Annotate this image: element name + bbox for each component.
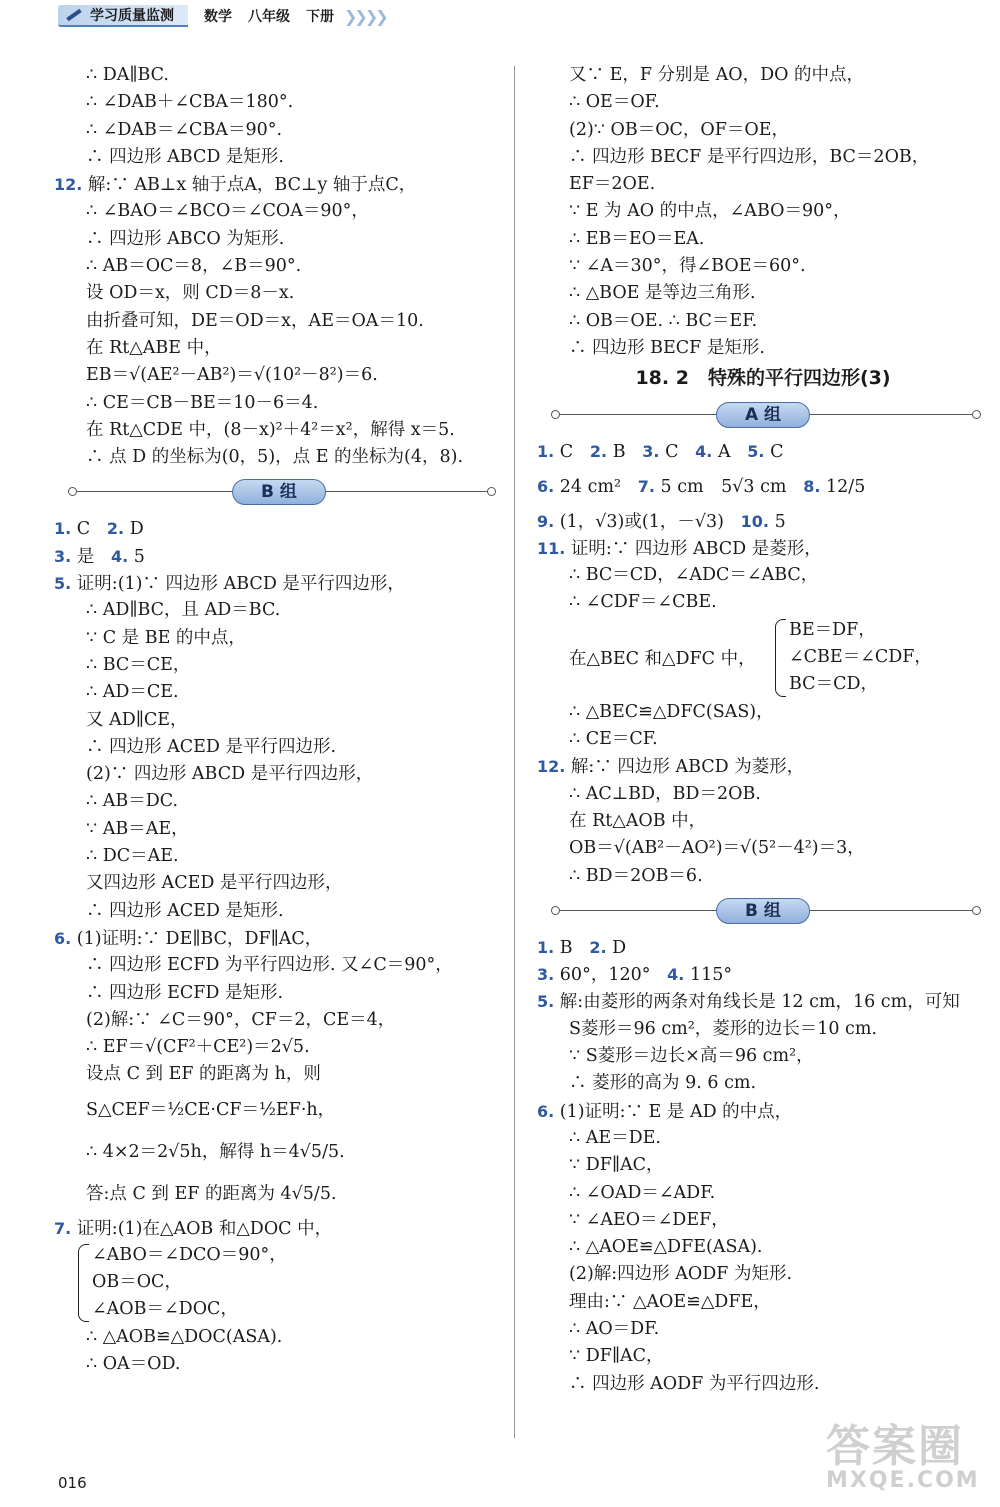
solution-line: ∴ BD＝2OB＝6.	[569, 865, 703, 886]
group-label: A 组	[716, 402, 810, 428]
solution-line: ∵ C 是 BE 的中点，	[86, 627, 246, 648]
watermark-text: 答案圈	[826, 1421, 964, 1472]
solution-line: ∴ CE＝CF.	[569, 729, 658, 750]
condition: ∠CBE＝∠CDF，	[789, 646, 932, 667]
question-number: 3.	[642, 442, 660, 462]
question-number: 5.	[537, 992, 555, 1012]
solution-line: ∴ 点 D 的坐标为(0，5)，点 E 的坐标为(4，8).	[86, 447, 464, 468]
book-title-tab	[58, 5, 188, 27]
solution-line: ∴ ∠DAB＋∠CBA＝180°.	[86, 92, 294, 113]
question-number: 3.	[537, 965, 555, 985]
volume-label: 下册	[306, 9, 334, 25]
column-divider	[514, 66, 515, 1438]
solution-line: ∴ ∠CDF＝∠CBE.	[569, 592, 717, 613]
question-number: 2.	[106, 519, 125, 539]
question-number: 4.	[695, 442, 713, 462]
answer-row	[537, 466, 989, 508]
solution-line: (1)证明:∵ DE∥BC，DF∥AC，	[76, 928, 323, 949]
solution-line: 又∵ E，F 分别是 AO，DO 的中点，	[569, 65, 865, 85]
solution-line: ∴ △AOB≌△DOC(ASA).	[86, 1326, 283, 1347]
answer: 12/5	[826, 476, 866, 497]
question-12-header	[537, 753, 989, 780]
question-number: 7.	[637, 476, 655, 496]
question-6-header	[54, 925, 504, 952]
answer-row	[54, 543, 504, 570]
solution-line: ∴ OA＝OD.	[86, 1354, 181, 1375]
left-brace	[775, 619, 786, 697]
answer: C	[76, 519, 91, 540]
banner-dot	[68, 487, 77, 496]
chevrons-icon: ❯❯❯❯	[344, 6, 386, 26]
solution-line: ∴ AB＝DC.	[86, 791, 179, 812]
solution-line: ∴ ∠BAO＝∠BCO＝∠COA＝90°，	[86, 201, 369, 222]
answer: D	[612, 937, 627, 958]
brace-lead: 在△BEC 和△DFC 中，	[569, 648, 756, 669]
solution-line: ∴ △AOE≌△DFE(ASA).	[569, 1237, 763, 1258]
answer: 24 cm²	[559, 476, 622, 497]
answer-row	[537, 438, 989, 465]
solution-line: ∴ 四边形 ECFD 为平行四边形. 又∠C＝90°，	[86, 955, 453, 976]
solution-line: (2)∵ OB＝OC，OF＝OE，	[569, 119, 790, 140]
question-number: 12.	[537, 757, 566, 777]
answer-row	[54, 515, 504, 542]
solution-line: ∴ ∠DAB＝∠CBA＝90°.	[86, 119, 283, 140]
solution-line: ∴ △BEC≌△DFC(SAS)，	[569, 701, 774, 722]
answer-row	[537, 934, 989, 961]
question-number: 3.	[54, 546, 72, 566]
question-11-header	[537, 535, 989, 562]
question-number: 1.	[537, 937, 555, 957]
condition: ∠ABO＝∠DCO＝90°，	[92, 1244, 287, 1265]
solution-line: ∴ AD＝CE.	[86, 682, 179, 703]
question-number: 1.	[537, 442, 555, 462]
solution-line: ∵ DF∥AC，	[569, 1346, 664, 1367]
solution-line: ∴ 四边形 ACED 是矩形.	[86, 900, 284, 921]
question-number: 8.	[803, 476, 821, 496]
question-number: 1.	[54, 519, 72, 539]
solution-line: 在 Rt△AOB 中，	[569, 810, 707, 831]
solution-line: ∴ DC＝AE.	[86, 846, 179, 867]
solution-line: ∴ CE＝CB－BE＝10－6＝4.	[86, 392, 319, 413]
pen-icon	[66, 9, 81, 21]
section-title: 18. 2 特殊的平行四边形(3)	[635, 367, 891, 390]
solution-line: ∴ BC＝CD，∠ADC＝∠ABC，	[569, 565, 819, 586]
solution-line: ∴ OB＝OE. ∴ BC＝EF.	[569, 310, 758, 331]
solution-line: 又 AD∥CE，	[86, 709, 188, 730]
solution-line: 又四边形 ACED 是平行四边形，	[86, 873, 343, 894]
solution-line: ∵ S菱形＝边长×高＝96 cm²，	[569, 1046, 814, 1067]
answer: C	[559, 442, 574, 463]
banner-dot	[972, 410, 981, 419]
solution-line: (2)解:∵ ∠C＝90°，CF＝2，CE＝4，	[86, 1009, 396, 1030]
question-number: 10.	[740, 511, 769, 531]
question-number: 4.	[111, 546, 129, 566]
question-number: 6.	[537, 476, 555, 496]
question-number: 7.	[54, 1218, 72, 1238]
solution-line: (2)解:四边形 AODF 为矩形.	[569, 1264, 793, 1285]
group-label: B 组	[716, 898, 810, 924]
group-a-banner	[537, 394, 989, 438]
answer: (1，√3)或(1，－√3)	[559, 511, 724, 532]
solution-line: 解:由菱形的两条对角线长是 12 cm，16 cm，可知	[559, 992, 960, 1013]
condition: OB＝OC，	[92, 1271, 182, 1292]
question-number: 6.	[54, 928, 72, 948]
solution-line: ∴ EB＝EO＝EA.	[569, 228, 705, 249]
page-header	[58, 4, 386, 28]
solution-line: ∴ 四边形 BECF 是平行四边形，BC＝2OB，	[569, 146, 930, 167]
solution-line: ∴ 四边形 ECFD 是矩形.	[86, 982, 284, 1003]
solution-line: ∴ AC⊥BD，BD＝2OB.	[569, 783, 761, 804]
solution-line: ∴ ∠OAD＝∠ADF.	[569, 1182, 716, 1203]
solution-line: ∴ 四边形 ABCD 是矩形.	[86, 146, 284, 167]
solution-line: ∴ BC＝CE，	[86, 654, 191, 675]
group-b-banner	[537, 890, 989, 934]
banner-dot	[487, 487, 496, 496]
solution-line: ∵ DF∥AC，	[569, 1155, 664, 1176]
solution-line: ∴ DA∥BC.	[86, 65, 169, 85]
answer: 是	[76, 546, 95, 567]
question-number: 2.	[589, 937, 607, 957]
solution-line: 设点 C 到 EF 的距离为 h，则	[86, 1064, 321, 1085]
banner-dot	[551, 906, 560, 915]
answer: B	[559, 937, 573, 958]
solution-line: ∵ ∠AEO＝∠DEF，	[569, 1209, 729, 1230]
left-column	[54, 62, 504, 1379]
question-12-header	[54, 171, 504, 198]
solution-line: ∴ AO＝DF.	[569, 1318, 660, 1339]
answer: C	[770, 442, 784, 463]
solution-line: ∵ ∠A＝30°，得∠BOE＝60°.	[569, 256, 806, 277]
watermark-url: MXQE.COM	[826, 1468, 980, 1493]
solution-line: S△CEF＝½CE·CF＝½EF·h，	[86, 1099, 336, 1120]
page-number: 016	[58, 1474, 87, 1492]
answer: 5	[774, 511, 786, 532]
solution-line: ∴ AB＝OC＝8，∠B＝90°.	[86, 256, 302, 277]
question-6-header	[537, 1098, 989, 1125]
question-number: 5.	[54, 574, 72, 594]
solution-line: ∴ 四边形 AODF 为平行四边形.	[569, 1373, 820, 1394]
solution-line: ∴ △BOE 是等边三角形.	[569, 283, 756, 304]
answer-row	[537, 508, 989, 535]
question-number: 5.	[747, 442, 765, 462]
solution-line: ∴ 四边形 ACED 是平行四边形.	[86, 736, 337, 757]
answer: C	[665, 442, 679, 463]
solution-line: 证明:(1)∵ 四边形 ABCD 是平行四边形，	[76, 574, 405, 595]
question-number: 2.	[589, 442, 608, 462]
answer: 60°，120°	[559, 965, 651, 986]
solution-line: ∵ AB＝AE，	[86, 818, 189, 839]
answer: 115°	[689, 965, 733, 986]
question-5-header	[54, 570, 504, 597]
solution-line: S菱形＝96 cm²，菱形的边长＝10 cm.	[569, 1018, 878, 1039]
question-number: 11.	[537, 538, 566, 558]
solution-line: 理由:∵ △AOE≌△DFE，	[569, 1291, 771, 1312]
question-number: 4.	[667, 965, 685, 985]
solution-line: ∴ 4×2＝2√5h，解得 h＝4√5/5.	[86, 1141, 345, 1162]
question-5-header	[537, 988, 989, 1015]
answer: D	[129, 519, 144, 540]
solution-line: 设 OD＝x，则 CD＝8－x.	[86, 283, 295, 304]
solution-line: EB＝√(AE²－AB²)＝√(10²－8²)＝6.	[86, 365, 378, 386]
group-b-banner	[54, 471, 504, 515]
answer: 5	[133, 546, 145, 567]
solution-line: 解:∵ 四边形 ABCD 为菱形，	[570, 757, 805, 778]
solution-line: 在 Rt△ABE 中，	[86, 337, 222, 358]
condition-brace-group	[537, 617, 989, 699]
solution-line: 答:点 C 到 EF 的距离为 4√5/5.	[86, 1183, 337, 1204]
question-number: 6.	[537, 1101, 555, 1121]
solution-line: (2)∵ 四边形 ABCD 是平行四边形，	[86, 764, 374, 785]
solution-line: (1)证明:∵ E 是 AD 的中点，	[559, 1101, 793, 1122]
condition: BC＝CD，	[789, 673, 878, 694]
banner-dot	[972, 906, 981, 915]
right-column	[537, 62, 989, 1398]
condition-brace-group	[54, 1242, 504, 1324]
banner-dot	[551, 410, 560, 419]
solution-line: ∴ EF＝√(CF²＋CE²)＝2√5.	[86, 1037, 310, 1058]
watermark-logo	[826, 1410, 996, 1505]
subject-label: 数学	[204, 9, 232, 25]
condition: ∠AOB＝∠DOC，	[92, 1298, 238, 1319]
solution-line: ∴ OE＝OF.	[569, 92, 660, 113]
grade-label: 八年级	[248, 9, 290, 25]
solution-line: ∴ 四边形 ABCO 为矩形.	[86, 228, 285, 249]
solution-line: 证明:(1)在△AOB 和△DOC 中，	[76, 1218, 333, 1239]
question-number: 9.	[537, 511, 555, 531]
book-title: 学习质量监测	[90, 8, 174, 24]
solution-line: 由折叠可知，DE＝OD＝x，AE＝OA＝10.	[86, 310, 424, 331]
solution-line: 在 Rt△CDE 中，(8－x)²＋4²＝x²，解得 x＝5.	[86, 419, 455, 440]
solution-line: 证明:∵ 四边形 ABCD 是菱形，	[570, 538, 822, 559]
condition: BE＝DF，	[789, 619, 876, 640]
solution-line: ∴ 四边形 BECF 是矩形.	[569, 337, 765, 358]
answer: A	[717, 442, 731, 463]
solution-line: 解:∵ AB⊥x 轴于点A，BC⊥y 轴于点C，	[87, 175, 417, 196]
solution-line: OB＝√(AB²－AO²)＝√(5²－4²)＝3，	[569, 838, 865, 859]
solution-line: ∵ E 为 AO 的中点，∠ABO＝90°，	[569, 201, 851, 222]
question-number: 12.	[54, 175, 83, 195]
solution-line: ∴ 菱形的高为 9. 6 cm.	[569, 1073, 757, 1094]
solution-line: ∴ AE＝DE.	[569, 1127, 661, 1148]
group-label: B 组	[232, 479, 326, 505]
answer-row	[537, 961, 989, 988]
answer: 5 cm 5√3 cm	[660, 476, 787, 497]
answer: B	[612, 442, 626, 463]
solution-line: ∴ AD∥BC，且 AD＝BC.	[86, 600, 281, 621]
left-brace	[78, 1244, 89, 1322]
question-7-header	[54, 1215, 504, 1242]
solution-line: EF＝2OE.	[569, 174, 656, 195]
